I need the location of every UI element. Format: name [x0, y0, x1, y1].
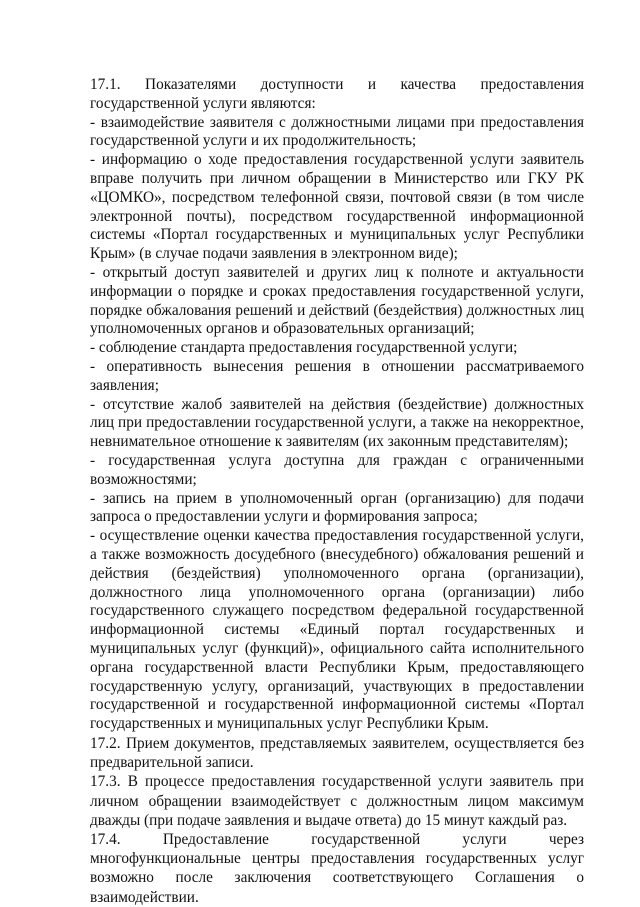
list-item-decision-speed: - оперативность вынесения решения в отношении рассматриваемого заявления;: [90, 357, 584, 394]
paragraph-17-3: 17.3. В процессе предоставления государственной услуги заявитель при личном обращении взаимодействует с должностным лицом максимум дважды (при подаче заявления и выдаче ответа) до 15 минут каждый раз.: [90, 773, 584, 829]
paragraph-17-1-heading: 17.1. Показателями доступности и качества предоставления государственной услуги являются:: [90, 76, 584, 112]
list-item-quality-assessment: - осуществление оценки качества предоставления государственной услуги, а также возможность досудебного (внесудебного) обжалования решений и действия (бездействия) уполномоченного органа (организации), должностного лица уполномоченного органа (организации) либо государственного служащего посредством федеральной государственной информационной системы «Единый портал государственных и муниципальных услуг (функций)», официального сайта исполнительного органа государственной власти Республики Крым, предоставляющего государственную услугу, организаций, участвующих в предоставлении государственной и государственной информационной системы «Портал государственных и муниципальных услуг Республики Крым.: [90, 527, 584, 733]
list-item-accessibility: - государственная услуга доступна для граждан с ограниченными возможностями;: [90, 451, 584, 488]
list-item-standard-compliance: - соблюдение стандарта предоставления государственной услуги;: [90, 339, 518, 357]
list-item-appointment: - запись на прием в уполномоченный орган (организацию) для подачи запроса о предоставлении услуги и формирования запроса;: [90, 489, 584, 526]
paragraph-17-2: 17.2. Прием документов, представляемых заявителем, осуществляется без предварительной записи.: [90, 734, 584, 772]
list-item-open-access: - открытый доступ заявителей и других лиц к полноте и актуальности информации о порядке и сроках предоставления государственной услуги, порядке обжалования решений и действий (бездействия) должностных лиц уполномоченных органов и образовательных организаций;: [90, 263, 584, 338]
paragraph-17-4: 17.4. Предоставление государственной услуги через многофункциональные центры предоставления государственных услуг возможно после заключения соответствующего Соглашения о взаимодействии.: [90, 830, 584, 906]
list-item-no-complaints: - отсутствие жалоб заявителей на действия (бездействие) должностных лиц при предоставлении государственной услуги, а также на некорректное, невнимательное отношение к заявителям (их законным представителям);: [90, 395, 584, 451]
list-item-progress-info: - информацию о ходе предоставления государственной услуги заявитель вправе получить при личном обращении в Министерство или ГКУ РК «ЦОМКО», посредством телефонной связи, почтовой связи (в том числе электронной почты), посредством государственной информационной системы «Портал государственных и муниципальных услуг Республики Крым» (в случае подачи заявления в электронном виде);: [90, 151, 584, 263]
list-item-interaction: - взаимодействие заявителя с должностными лицами при предоставления государственной услуги и их продолжительность;: [90, 113, 584, 150]
